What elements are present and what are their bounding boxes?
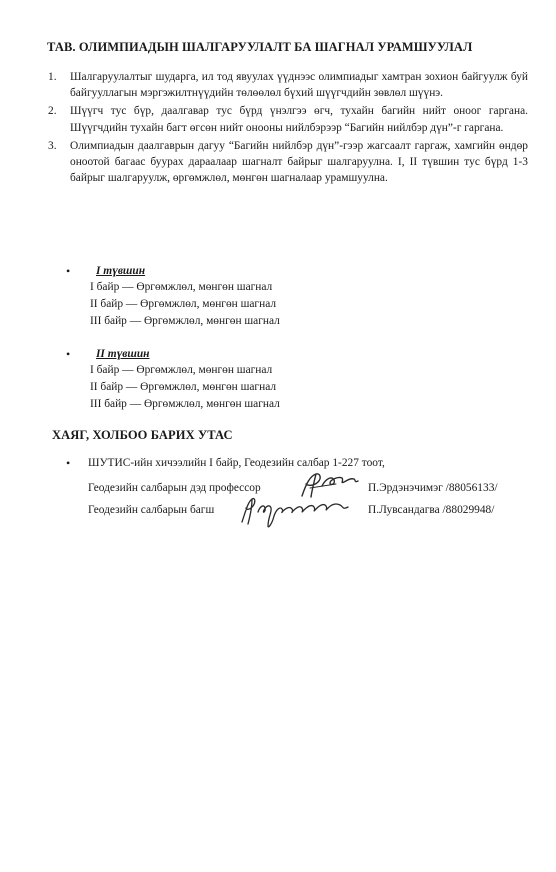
rule-text: Шүүгч тус бүр, даалгавар тус бүрд үнэлгээ өгч, тухайн багийн нийт оноог гаргана. Шүүгчдийн тухайн багт өгсөн нийт онооны нийлбэрээр “Багийн нийлбэр дүн”-г гаргана.	[70, 105, 528, 134]
tier-1-place-2: II байр — Өргөмжлөл, мөнгөн шагнал	[90, 298, 277, 310]
tier-2-block	[66, 346, 280, 413]
tier-2-title: II түвшин	[96, 348, 150, 360]
tier-1-place-3: III байр — Өргөмжлөл, мөнгөн шагнал	[90, 315, 280, 327]
signatory-name: П.Лувсандагва /88029948/	[368, 504, 495, 516]
tier-2-place-3: III байр — Өргөмжлөл, мөнгөн шагнал	[90, 398, 280, 410]
rule-text: Шалгаруулалтыг шударга, ил тод явуулах үүднээс олимпиадыг хамтран зохион байгуулж буй байгууллагын мэргэжилтнүүдийн төлөөлөл бүхий шүүгчдийн зөвлөл шүүнэ.	[70, 71, 528, 100]
section-title: ТАВ. ОЛИМПИАДЫН ШАЛГАРУУЛАЛТ БА ШАГНАЛ УРАМШУУЛАЛ	[47, 40, 473, 54]
rule-number: 3.	[48, 139, 57, 152]
bullet-icon: •	[66, 264, 71, 278]
contact-address: ШУТИС-ийн хичээлийн I байр, Геодезийн салбар 1-227 тоот,	[88, 457, 385, 469]
tier-2-place-1: I байр — Өргөмжлөл, мөнгөн шагнал	[90, 364, 273, 376]
signatory-title: Геодезийн салбарын багш	[88, 504, 215, 516]
bullet-icon: •	[66, 347, 71, 361]
tier-1-title: I түвшин	[96, 265, 146, 277]
rule-item	[48, 69, 528, 101]
bullet-icon: •	[66, 456, 71, 470]
signatory-title: Геодезийн салбарын дэд профессор	[88, 482, 261, 494]
contact-title: ХАЯГ, ХОЛБОО БАРИХ УТАС	[52, 428, 233, 442]
signatory-name: П.Эрдэнэчимэг /88056133/	[368, 482, 498, 494]
tier-2-place-2: II байр — Өргөмжлөл, мөнгөн шагнал	[90, 381, 277, 393]
rule-item	[48, 103, 528, 135]
tier-1-place-1: I байр — Өргөмжлөл, мөнгөн шагнал	[90, 281, 273, 293]
tier-1-block	[66, 263, 280, 330]
rule-item	[48, 138, 528, 187]
rule-text: Олимпиадын даалгаврын дагуу “Багийн нийлбэр дүн”-гээр жагсаалт гаргаж, хамгийн өндөр оноотой багаас буурах дараалаар шагналт байрыг шалгаруулна. I, II түвшин тус бүрд 1-3 байрыг шалгаруулж, өргөмжлөл, мөнгөн шагналаар урамшуулна.	[70, 139, 528, 185]
tier-1-heading	[66, 263, 280, 279]
signature-icon	[238, 494, 358, 530]
rule-number: 1.	[48, 71, 57, 83]
rules-list	[48, 69, 528, 188]
tier-2-heading	[66, 346, 280, 362]
rule-number: 2.	[48, 105, 57, 118]
